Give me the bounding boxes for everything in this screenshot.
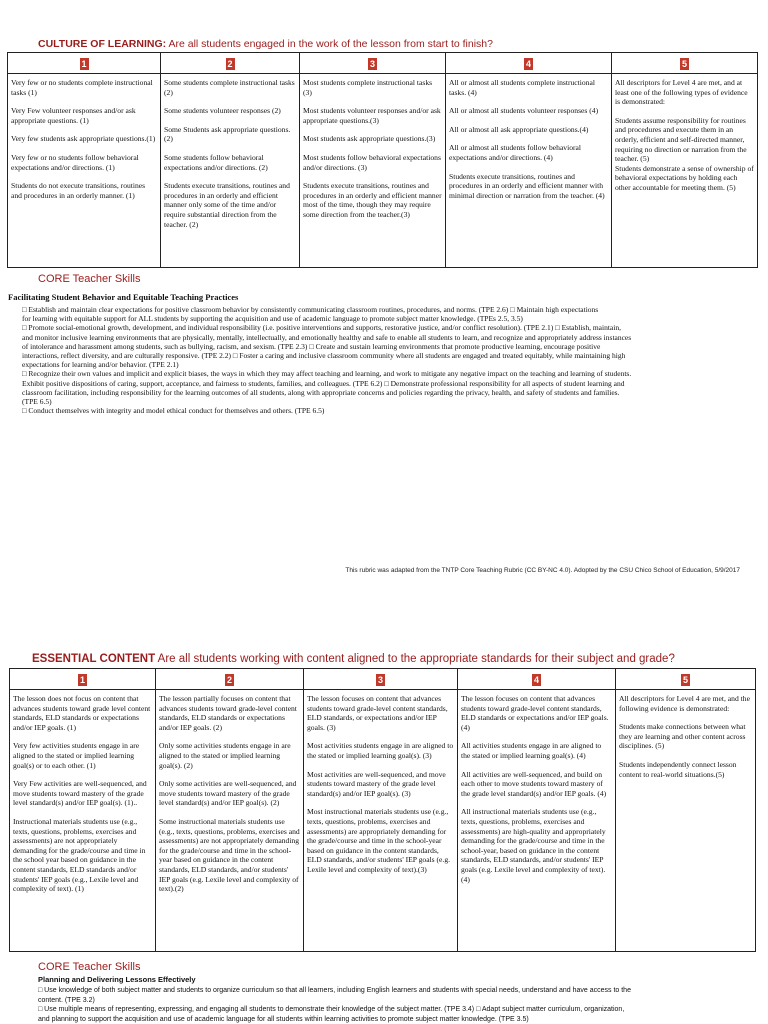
culture-col-3: Most students complete instructional tasks (3) Most students volunteer responses and/or ask appropriate questions.(3) Most students ask appropriate questions.(3) Most students follow behavioral expectations and/or directions. (3) Students execute transitions, routines and procedures in an orderly and efficient manner most of the time, though they may require some direction from the teacher.(3) (300, 74, 446, 268)
content-heading-label: ESSENTIAL CONTENT (32, 653, 156, 665)
culture-heading (38, 38, 493, 50)
culture-level-2: 2 (161, 53, 300, 74)
behavior-practices-subtitle: Facilitating Student Behavior and Equitable Teaching Practices (8, 292, 239, 302)
content-col-1: The lesson does not focus on content that advances students toward grade level content standards, ELD standards or expectations and/or IEP goals. (1) Very few activities students engage in are aligned to the stated or implied learning goal(s) or to each other. (1) Very Few activities are well-sequenced, and move students toward mastery of the grade level standard(s) and/or IEP goal(s). (1).. Instructional materials students use (e.g., texts, questions, problems, exercises and assessments) are not appropriately demanding for the grade/course and time in the school year based on guidance in the content standards, ELD standards and/or students' IEP goals (e.g., Lexile level and complexity of text). (1) (10, 690, 156, 952)
planning-lessons-list (38, 986, 738, 1024)
tpe-line: □ Recognize their own values and implicit and explicit biases, the ways in which they may affect teaching and learning, and work to mitigate any negative impact on the teaching and learning of students. (22, 369, 632, 379)
culture-heading-question: Are all students engaged in the work of the lesson from start to finish? (166, 38, 493, 50)
culture-heading-label: CULTURE OF LEARNING: (38, 38, 167, 50)
tpe-line: □ Establish and maintain clear expectations for positive classroom behavior by consistently communicating classroom routines, procedures, and norms. (TPE 2.6) □ Maintain high expectations (22, 305, 599, 314)
content-rubric-table (9, 668, 756, 952)
tpe-line: and monitor inclusive learning environments that are physically, mentally, intellectually, and emotionally healthy and safe to enable all students to learn, and recognize and appropriately address instances (22, 332, 632, 342)
tpe-line: □ Use knowledge of both subject matter and students to organize curriculum so that all learners, including English learners and students with special needs, understand and have access to the (38, 987, 631, 994)
content-col-2: The lesson partially focuses on content that advances students toward grade-level content standards, ELD standards or expectations and/or IEP goals. (2) Only some activities students engage in are aligned to the stated or implied learning goal(s). (2) Only some activities are well-sequenced, and move students toward mastery of the grade level standard(s) and/or IEP goal(s). (2) Some instructional materials students use (e.g., texts, questions, problems, exercises and assessments) are not appropriately demanding for the grade/course and time in the school-year based on guidance in the content standards, ELD standards, and/or students' IEP goals (e.g. Lexile level and complexity of text).(2) (156, 690, 304, 952)
core-skills-title-2: CORE Teacher Skills (38, 961, 141, 973)
content-level-row (10, 669, 756, 690)
tpe-line: of intolerance and harassment among students, such as bullying, racism, and sexism. (TPE 2.3) □ Create and sustain learning environments that promote productive learning, encourage positive (22, 341, 601, 351)
tpe-line: (TPE 6.5) (22, 397, 52, 407)
culture-col-1: Very few or no students complete instructional tasks (1) Very Few volunteer responses and/or ask appropriate questions. (1) Very few students ask appropriate questions.(1) Very few or no students follow behavioral expectations and/or directions. (1) Students do not execute transitions, routines and procedures in an orderly manner. (1) (8, 74, 161, 268)
culture-col-5: All descriptors for Level 4 are met, and at least one of the following types of evidence is demonstrated: Students assume responsibility for routines and procedures and execute them in an orderly, efficient and self-directed manner, requiring no direction or narration from the teacher. (5) Students demonstrate a sense of ownership of behavioral expectations by holding each other accountable for meeting them. (5) (612, 74, 758, 268)
content-descriptor-row (10, 690, 756, 952)
content-level-1: 1 (10, 669, 156, 690)
tpe-line: □ Use multiple means of representing, expressing, and engaging all students to demonstrate their knowledge of the subject matter. (TPE 3.4) □ Adapt subject matter curriculum, organization, (38, 1006, 625, 1014)
content-col-5: All descriptors for Level 4 are met, and the following evidence is demonstrated: Students make connections between what they are learning and other content across disciplines. (5) Students independently connect lesson content to real-world situations.(5) (616, 690, 756, 952)
content-col-3: The lesson focuses on content that advances students toward grade-level content standards, ELD standards, or expectations and/or IEP goals. (3) Most activities students engage in are aligned to the stated or implied learning goal(s). (3) Most activities are well-sequenced, and move students toward mastery of the grade level standard(s) and/or IEP goal(s). (3) Most instructional materials students use (e.g., texts, questions, problems, exercises and assessments) are appropriately demanding for the grade/course and time in the school-year based on guidance in the content standards, ELD standards, and/or students' IEP goals (e.g. Lexile level and complexity of text).(3) (304, 690, 458, 952)
tpe-line: content. (TPE 3.2) (38, 996, 95, 1004)
tpe-line: expectations for learning and/or behavior. (TPE 2.1) (22, 360, 179, 370)
culture-col-4: All or almost all students complete instructional tasks. (4) All or almost all students volunteer responses (4) All or almost all ask appropriate questions.(4) All or almost all students follow behavioral expectations and/or directions. (4) Students execute transitions, routines and procedures in an orderly and efficient manner with minimal direction or narration from the teacher. (4) (446, 74, 612, 268)
culture-col-2: Some students complete instructional tasks (2) Some students volunteer responses (2) Some Students ask appropriate questions.(2) Some students follow behavioral expectations and/or directions. (2) Students execute transitions, routines and procedures in an orderly and efficient manner only some of the time and/or require substantial direction from the teacher. (2) (161, 74, 300, 268)
tpe-line: □ Conduct themselves with integrity and model ethical conduct for themselves and others. (TPE 6.5) (22, 406, 325, 416)
culture-level-4: 4 (446, 53, 612, 74)
tpe-line: interactions, reflect diversity, and are culturally responsive. (TPE 2.2) □ Foster a caring and inclusive classroom community where all students are engaged and treated equitably, while maintaining high (22, 351, 626, 361)
tpe-line: □ Promote social-emotional growth, development, and individual responsibility (i.e. positive interventions and supports, restorative justice, and/or conflict resolution). (TPE 2.1) □ Establish, maintain, (22, 323, 621, 333)
content-level-4: 4 (458, 669, 616, 690)
tpe-line: and planning to support the acquisition and use of academic language for all students within learning activities to promote subject matter knowledge. (TPE 3.5) (38, 1015, 529, 1023)
content-heading (32, 653, 675, 665)
culture-level-5: 5 (612, 53, 758, 74)
tpe-line: classroom facilitation, including responsibility for the learning outcomes of all students, along with appropriate concerns and policies regarding the privacy, health, and safety of students and families. (22, 387, 620, 397)
content-col-4: The lesson focuses on content that advances students toward grade-level content standards, ELD standards or expectations and/or IEP goals. (4) All activities students engage in are aligned to the stated or implied learning goal(s). (4) All activities are well-sequenced, and build on each other to move students toward mastery of the grade level standard(s) and/or IEP goals. (4) All instructional materials students use (e.g., texts, questions, problems, exercises and assessments) are high-quality and appropriately demanding for the grade/course and time in the school-year, based on guidance in the content standards, ELD standards, and/or students' IEP goals (e.g. Lexile level and complexity of text).(4) (458, 690, 616, 952)
content-level-5: 5 (616, 669, 756, 690)
content-level-3: 3 (304, 669, 458, 690)
culture-level-row (8, 53, 758, 74)
culture-level-1: 1 (8, 53, 161, 74)
tpe-line: for learning with equitable support for ALL students by supporting the acquisition and use of academic language to promote subject matter knowledge. (TPEs 2.5, 3.5) (22, 314, 523, 324)
culture-descriptor-row (8, 74, 758, 268)
tpe-line: Exhibit positive dispositions of caring, support, acceptance, and fairness to students, families, and colleagues. (TPE 6.2) □ Demonstrate professional responsibility for all aspects of student learning and (22, 378, 625, 388)
culture-level-3: 3 (300, 53, 446, 74)
rubric-credit: This rubric was adapted from the TNTP Core Teaching Rubric (CC BY-NC 4.0). Adopted by the CSU Chico School of Education, 5/9/2017 (345, 567, 740, 574)
culture-rubric-table (7, 52, 758, 268)
core-skills-title-1: CORE Teacher Skills (38, 273, 141, 285)
planning-lessons-subtitle: Planning and Delivering Lessons Effectively (38, 975, 196, 984)
content-heading-question: Are all students working with content aligned to the appropriate standards for their subject and grade? (155, 653, 675, 665)
behavior-practices-list (22, 305, 740, 415)
content-level-2: 2 (156, 669, 304, 690)
